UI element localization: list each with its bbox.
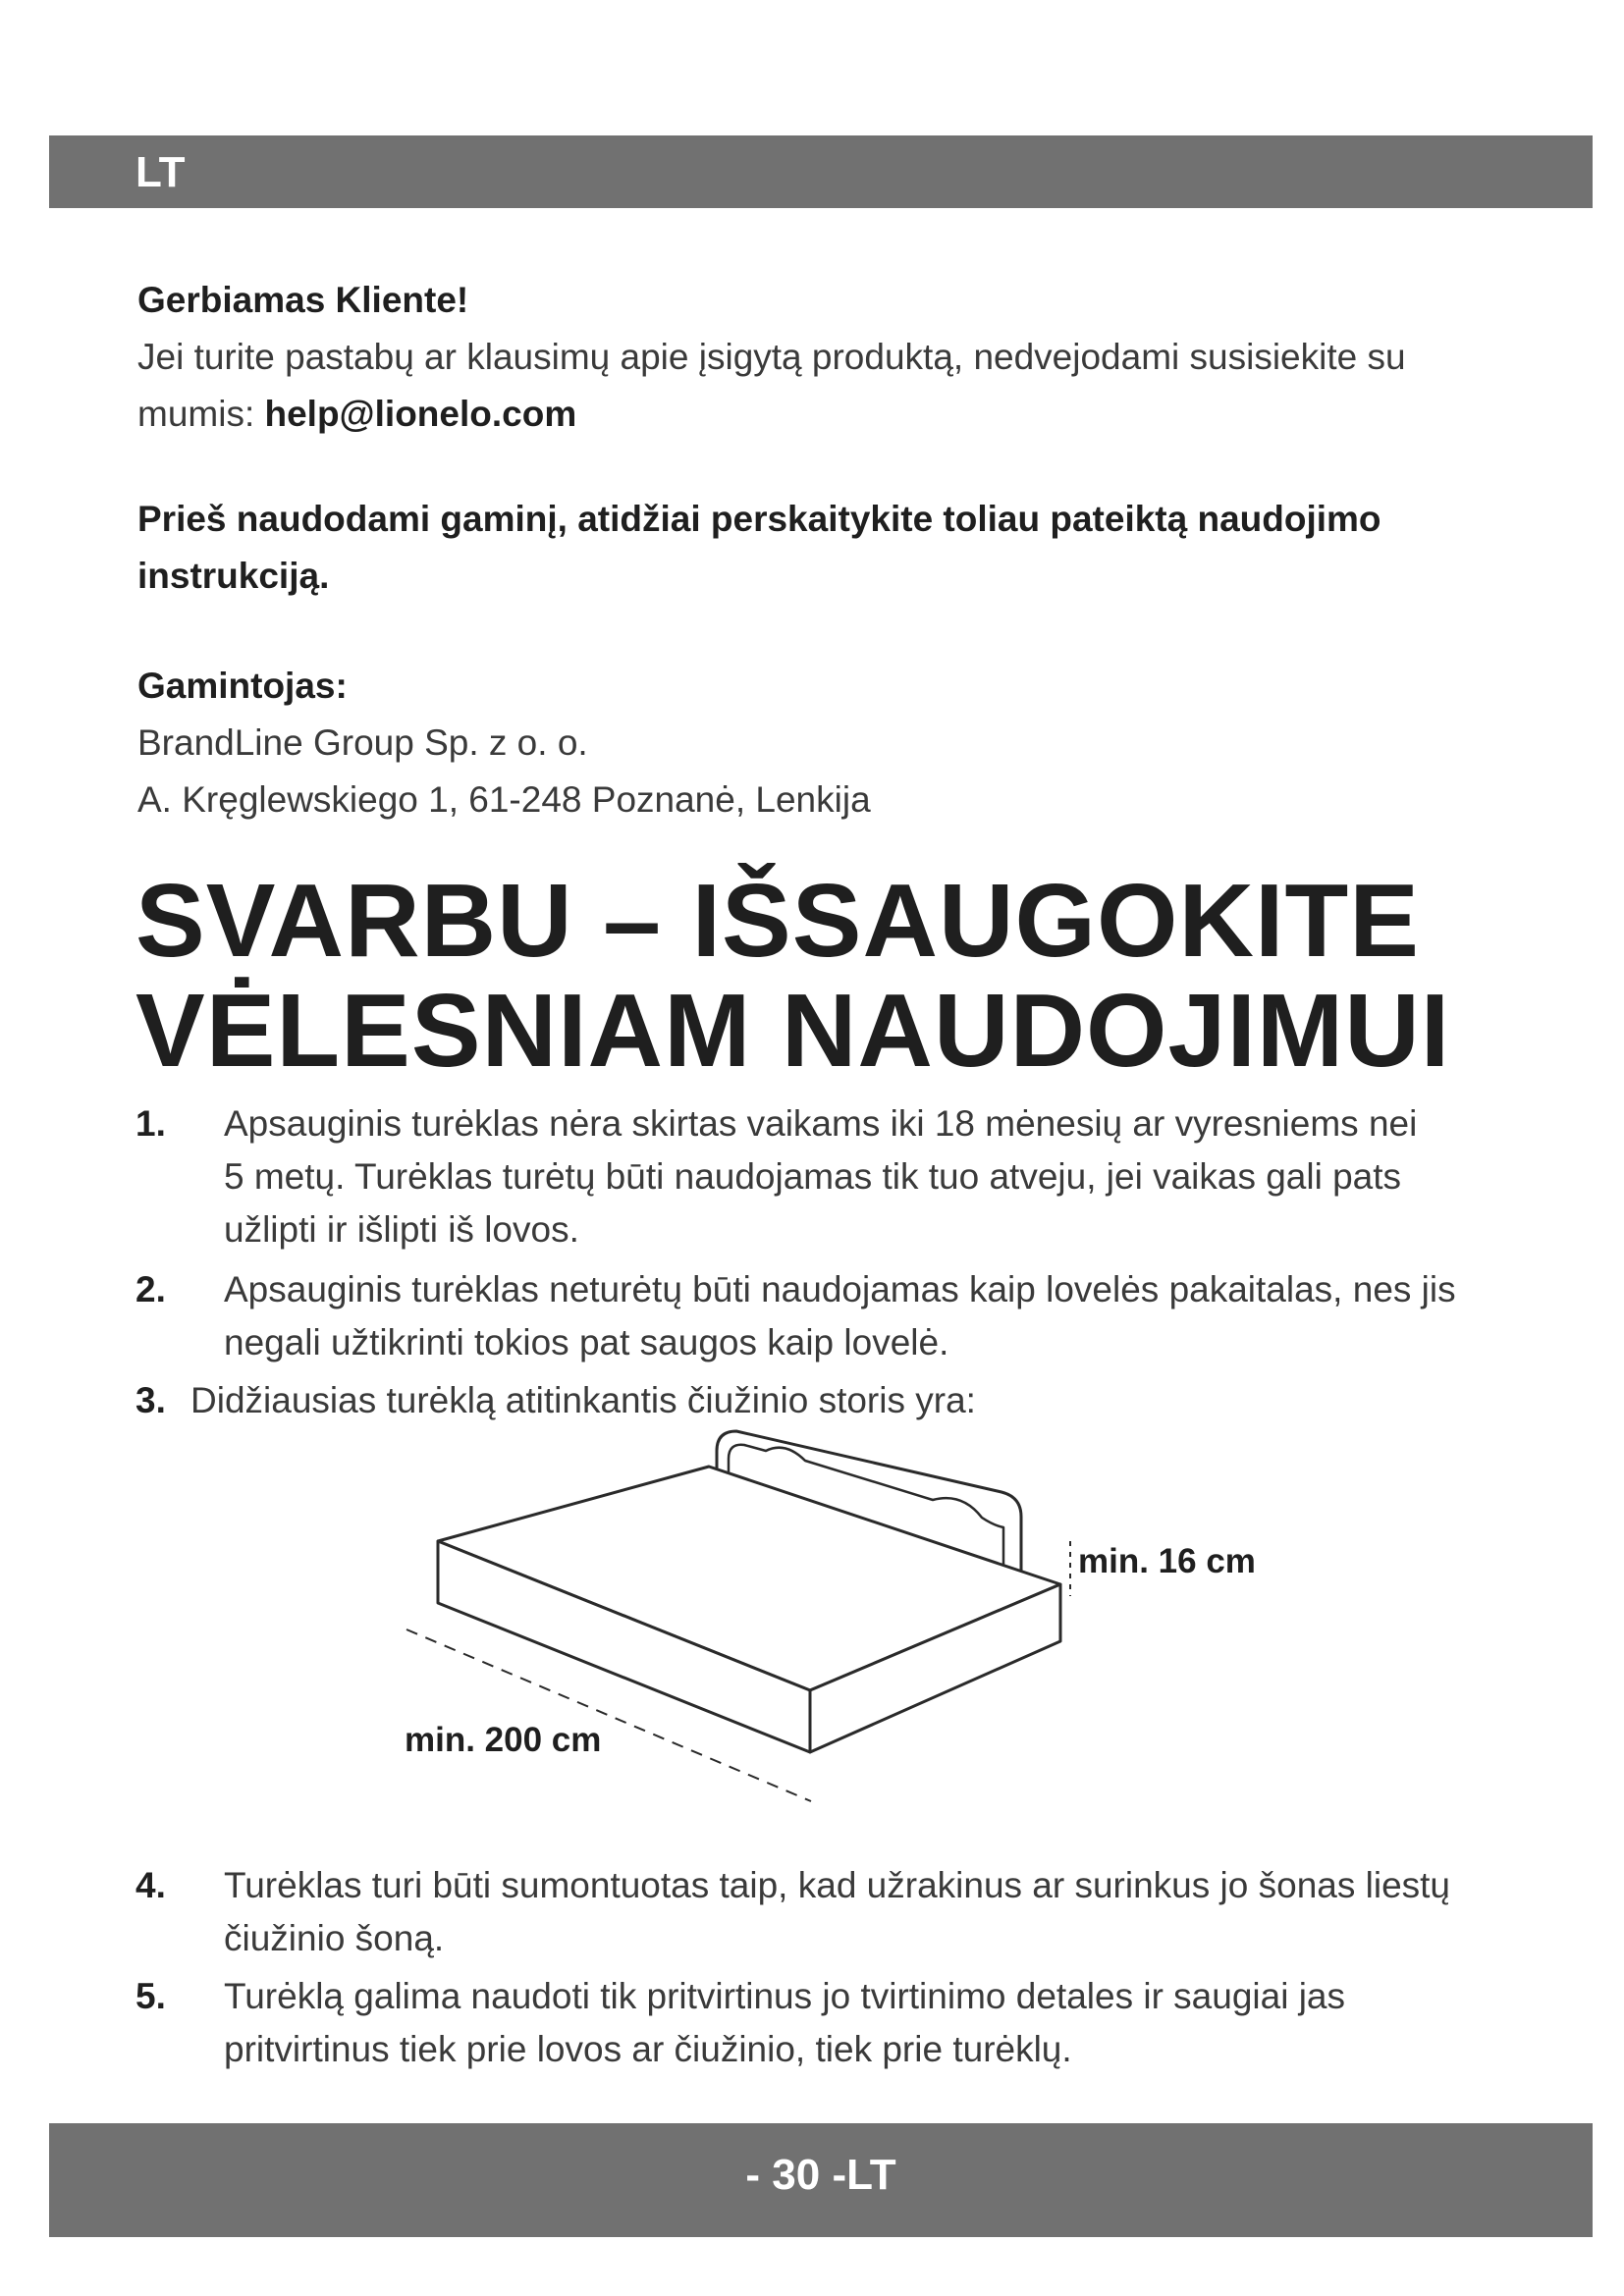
notice-line-2: instrukciją.: [137, 556, 330, 596]
item-line: čiužinio šoną.: [224, 1918, 445, 1958]
header-bar: [49, 135, 1593, 208]
important-headline: [135, 863, 1569, 1089]
item-text: [224, 1970, 1579, 2076]
item-text: [190, 1374, 1545, 1427]
greeting-title: Gerbiamas Kliente!: [137, 280, 469, 320]
support-email-link[interactable]: help@lionelo.com: [264, 394, 577, 434]
item-number: 1.: [135, 1103, 166, 1144]
greeting-line-2: [137, 386, 1551, 443]
height-dimension-label: min. 16 cm: [1078, 1542, 1256, 1580]
language-code: LT: [135, 148, 186, 196]
greeting-line-2-prefix: mumis:: [137, 394, 265, 434]
item-line: 5 metų. Turėklas turėtų būti naudojamas tik tuo atveju, jei vaikas gali pats: [224, 1156, 1402, 1197]
item-number: 2.: [135, 1269, 166, 1309]
item-number: 3.: [135, 1380, 166, 1420]
manufacturer-address: A. Kręglewskiego 1, 61-248 Poznanė, Lenkija: [137, 779, 871, 820]
item-line: negali užtikrinti tokios pat saugos kaip lovelė.: [224, 1322, 949, 1362]
item-text: [224, 1097, 1579, 1256]
read-instructions-notice: [137, 491, 1551, 605]
manufacturer-label: Gamintojas:: [137, 666, 348, 706]
mattress-diagram: [393, 1423, 1276, 1836]
footer-bar: [49, 2123, 1593, 2237]
item-line: Apsauginis turėklas nėra skirtas vaikams iki 18 mėnesių ar vyresniems nei: [224, 1103, 1418, 1144]
manufacturer-name: BrandLine Group Sp. z o. o.: [137, 722, 588, 763]
item-line: Turėklas turi būti sumontuotas taip, kad užrakinus ar surinkus jo šonas liestų: [224, 1865, 1451, 1905]
headline-line-2: VĖLESNIAM NAUDOJIMUI: [135, 973, 1451, 1089]
item-line: pritvirtinus tiek prie lovos ar čiužinio, tiek prie turėklų.: [224, 2029, 1072, 2069]
item-number: 5.: [135, 1976, 166, 2016]
item-number: 4.: [135, 1865, 166, 1905]
greeting-section: [137, 272, 1551, 443]
item-line: Turėklą galima naudoti tik pritvirtinus jo tvirtinimo detales ir saugiai jas: [224, 1976, 1345, 2016]
greeting-line-1: Jei turite pastabų ar klausimų apie įsigytą produktą, nedvejodami susisiekite su: [137, 337, 1406, 377]
page-number: - 30 -LT: [745, 2151, 896, 2199]
headline-line-1: SVARBU – IŠSAUGOKITE: [135, 863, 1420, 979]
length-dimension-label: min. 200 cm: [405, 1721, 602, 1759]
item-line: Didžiausias turėklą atitinkantis čiužinio storis yra:: [190, 1380, 976, 1420]
item-line: Apsauginis turėklas neturėtų būti naudojamas kaip lovelės pakaitalas, nes jis: [224, 1269, 1456, 1309]
manufacturer-section: [137, 658, 1551, 828]
item-line: užlipti ir išlipti iš lovos.: [224, 1209, 579, 1250]
notice-line-1: Prieš naudodami gaminį, atidžiai perskaitykite toliau pateiktą naudojimo: [137, 499, 1381, 539]
item-text: [224, 1859, 1579, 1965]
item-text: [224, 1263, 1579, 1369]
